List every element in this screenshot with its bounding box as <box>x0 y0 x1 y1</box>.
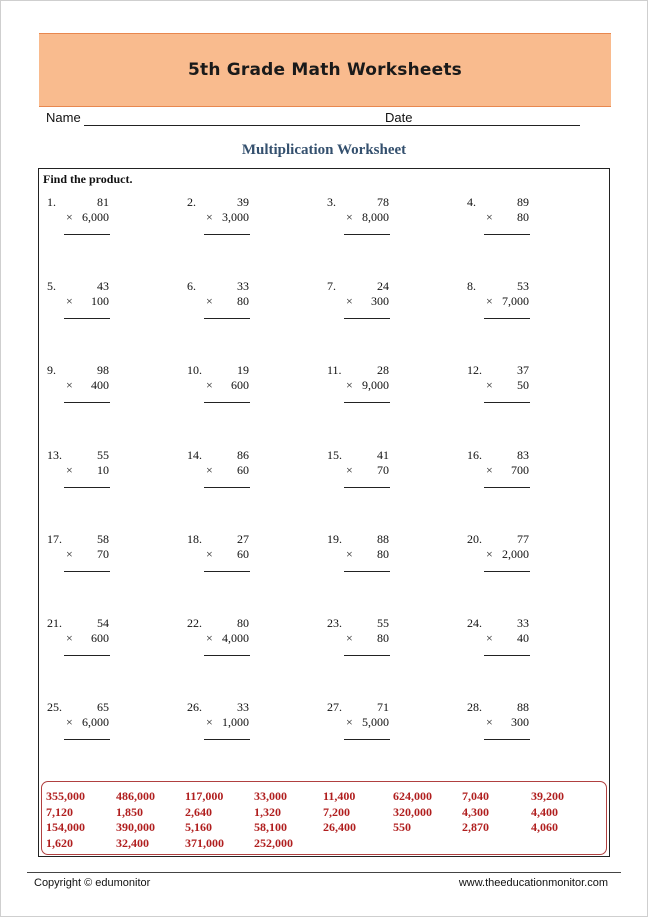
multiplicand: 55 <box>97 447 109 462</box>
answer-line <box>484 739 530 740</box>
multiplicand: 88 <box>517 700 529 715</box>
problem-3 <box>327 195 419 255</box>
multiplicand: 80 <box>237 616 249 630</box>
problem-14 <box>187 448 279 508</box>
problem-18 <box>187 532 279 592</box>
problem-number: 28. <box>467 700 482 715</box>
multiplicand: 88 <box>377 531 389 546</box>
multiply-sign: × <box>66 631 73 645</box>
multiply-sign: × <box>206 294 213 309</box>
multiplier: 60 <box>237 462 249 477</box>
answer-value: 1,850 <box>116 804 143 819</box>
problem-2 <box>187 195 279 255</box>
answer-line <box>64 487 110 488</box>
page-title: 5th Grade Math Worksheets <box>188 60 462 80</box>
answer-value: 2,640 <box>185 804 212 819</box>
multiplier: 100 <box>91 294 109 309</box>
answer-value: 1,620 <box>46 835 73 850</box>
multiplier: 80 <box>377 546 389 561</box>
answer-value: 26,400 <box>323 820 356 835</box>
answer-value: 1,320 <box>254 804 281 819</box>
problem-15 <box>327 448 419 508</box>
answer-line <box>64 234 110 235</box>
problem-number: 6. <box>187 279 196 294</box>
multiplicand: 43 <box>97 279 109 294</box>
problem-number: 24. <box>467 616 482 630</box>
answer-value: 320,000 <box>393 804 432 819</box>
answer-value: 624,000 <box>393 789 432 803</box>
answer-line <box>344 318 390 319</box>
multiply-sign: × <box>206 715 213 730</box>
multiplicand: 19 <box>237 363 249 378</box>
title-banner <box>39 33 611 107</box>
problem-number: 22. <box>187 616 202 630</box>
multiplicand: 89 <box>517 195 529 209</box>
answer-value: 4,300 <box>462 804 489 819</box>
multiply-sign: × <box>346 294 353 309</box>
problem-28 <box>467 700 559 760</box>
answer-value: 486,000 <box>116 789 155 803</box>
multiply-sign: × <box>486 378 493 393</box>
multiplicand: 27 <box>237 531 249 546</box>
answer-value: 355,000 <box>46 789 85 803</box>
name-label: Name <box>46 110 81 125</box>
answer-value: 5,160 <box>185 820 212 835</box>
answer-value: 550 <box>393 820 411 835</box>
multiplier: 4,000 <box>222 631 249 645</box>
problem-number: 3. <box>327 195 336 209</box>
problem-number: 21. <box>47 616 62 630</box>
multiplier: 600 <box>91 631 109 645</box>
answer-value: 32,400 <box>116 835 149 850</box>
multiplier: 5,000 <box>362 715 389 730</box>
problem-number: 4. <box>467 195 476 209</box>
multiplier: 80 <box>237 294 249 309</box>
answer-value: 7,040 <box>462 789 489 803</box>
multiplier: 70 <box>97 546 109 561</box>
multiplier: 6,000 <box>82 715 109 730</box>
problem-number: 10. <box>187 363 202 378</box>
problem-number: 12. <box>467 363 482 378</box>
answer-line <box>344 655 390 656</box>
multiplier: 600 <box>231 378 249 393</box>
copyright-text: Copyright © edumonitor <box>34 877 151 889</box>
multiplicand: 33 <box>517 616 529 630</box>
multiplicand: 98 <box>97 363 109 378</box>
answer-line <box>344 571 390 572</box>
footer-divider <box>27 872 621 873</box>
answer-line <box>484 402 530 403</box>
problem-6 <box>187 279 279 339</box>
worksheet-subtitle: Multiplication Worksheet <box>241 142 407 158</box>
multiplicand: 33 <box>237 700 249 715</box>
instruction-text: Find the product. <box>43 172 133 186</box>
problem-number: 9. <box>47 363 56 378</box>
answer-line <box>64 318 110 319</box>
problem-25 <box>47 700 139 760</box>
date-label: Date <box>385 110 413 125</box>
multiply-sign: × <box>346 631 353 645</box>
problem-number: 11. <box>327 363 342 378</box>
multiplier: 700 <box>511 462 529 477</box>
answer-value: 11,400 <box>323 789 356 803</box>
answer-line <box>64 739 110 740</box>
multiply-sign: × <box>206 631 213 645</box>
multiply-sign: × <box>486 631 493 645</box>
answer-line <box>204 571 250 572</box>
multiply-sign: × <box>346 546 353 561</box>
problem-20 <box>467 532 559 592</box>
multiplier: 3,000 <box>222 210 249 224</box>
multiplicand: 83 <box>517 447 529 462</box>
problem-number: 5. <box>47 279 56 294</box>
multiply-sign: × <box>66 378 73 393</box>
multiplicand: 55 <box>377 616 389 630</box>
multiplier: 40 <box>517 631 529 645</box>
multiplier: 2,000 <box>502 546 529 561</box>
problem-number: 7. <box>327 279 336 294</box>
multiplicand: 39 <box>237 195 249 209</box>
multiply-sign: × <box>206 378 213 393</box>
answer-value: 33,000 <box>254 789 287 803</box>
multiply-sign: × <box>486 715 493 730</box>
answer-line <box>204 655 250 656</box>
multiply-sign: × <box>66 294 73 309</box>
problem-26 <box>187 700 279 760</box>
problem-22 <box>187 616 279 676</box>
answer-value: 154,000 <box>46 820 85 835</box>
problem-number: 19. <box>327 531 342 546</box>
multiplicand: 78 <box>377 195 389 209</box>
answer-line <box>64 571 110 572</box>
multiplicand: 24 <box>377 279 389 294</box>
answer-line <box>484 571 530 572</box>
problem-21 <box>47 616 139 676</box>
multiply-sign: × <box>346 462 353 477</box>
multiplicand: 86 <box>237 447 249 462</box>
answer-line <box>204 318 250 319</box>
problem-9 <box>47 363 139 423</box>
multiplicand: 53 <box>517 279 529 294</box>
answer-value: 4,060 <box>531 820 558 835</box>
answer-line <box>484 487 530 488</box>
answer-line <box>204 234 250 235</box>
problem-number: 26. <box>187 700 202 715</box>
multiply-sign: × <box>66 546 73 561</box>
multiplier: 300 <box>511 715 529 730</box>
date-blank-line <box>414 125 580 126</box>
multiplicand: 54 <box>97 616 109 630</box>
answer-line <box>204 739 250 740</box>
answer-line <box>484 234 530 235</box>
problem-11 <box>327 363 419 423</box>
problem-number: 23. <box>327 616 342 630</box>
multiply-sign: × <box>206 546 213 561</box>
multiply-sign: × <box>486 462 493 477</box>
problem-16 <box>467 448 559 508</box>
problem-17 <box>47 532 139 592</box>
problem-number: 17. <box>47 531 62 546</box>
multiplier: 80 <box>517 210 529 224</box>
answer-value: 371,000 <box>185 835 224 850</box>
problem-7 <box>327 279 419 339</box>
multiplier: 7,000 <box>502 294 529 309</box>
multiplicand: 77 <box>517 531 529 546</box>
problem-number: 18. <box>187 531 202 546</box>
multiplier: 10 <box>97 462 109 477</box>
answer-line <box>484 655 530 656</box>
multiply-sign: × <box>346 210 353 224</box>
problem-number: 13. <box>47 447 62 462</box>
problem-4 <box>467 195 559 255</box>
problem-number: 16. <box>467 447 482 462</box>
answer-line <box>344 739 390 740</box>
multiplicand: 28 <box>377 363 389 378</box>
multiplicand: 33 <box>237 279 249 294</box>
problem-number: 1. <box>47 195 56 209</box>
problem-8 <box>467 279 559 339</box>
problem-number: 14. <box>187 447 202 462</box>
multiplicand: 65 <box>97 700 109 715</box>
multiplier: 60 <box>237 546 249 561</box>
problem-number: 25. <box>47 700 62 715</box>
multiply-sign: × <box>206 210 213 224</box>
problem-1 <box>47 195 139 255</box>
multiplicand: 58 <box>97 531 109 546</box>
problem-number: 27. <box>327 700 342 715</box>
answer-value: 39,200 <box>531 789 564 803</box>
answer-value: 252,000 <box>254 835 293 850</box>
answer-line <box>64 402 110 403</box>
problem-5 <box>47 279 139 339</box>
answer-value: 7,200 <box>323 804 350 819</box>
problem-10 <box>187 363 279 423</box>
multiplier: 9,000 <box>362 378 389 393</box>
answer-value: 58,100 <box>254 820 287 835</box>
multiply-sign: × <box>346 378 353 393</box>
multiply-sign: × <box>486 210 493 224</box>
name-date-row <box>46 110 586 128</box>
problem-number: 2. <box>187 195 196 209</box>
answer-value: 2,870 <box>462 820 489 835</box>
answer-line <box>484 318 530 319</box>
multiplier: 400 <box>91 378 109 393</box>
multiply-sign: × <box>206 462 213 477</box>
multiplier: 1,000 <box>222 715 249 730</box>
answer-line <box>344 402 390 403</box>
multiply-sign: × <box>486 294 493 309</box>
multiplicand: 41 <box>377 447 389 462</box>
multiplier: 8,000 <box>362 210 389 224</box>
multiplier: 6,000 <box>82 210 109 224</box>
multiplier: 300 <box>371 294 389 309</box>
problem-number: 20. <box>467 531 482 546</box>
problem-23 <box>327 616 419 676</box>
multiply-sign: × <box>66 715 73 730</box>
answer-value: 117,000 <box>185 789 224 803</box>
answer-value: 7,120 <box>46 804 73 819</box>
answer-line <box>344 487 390 488</box>
multiplicand: 71 <box>377 700 389 715</box>
problem-number: 15. <box>327 447 342 462</box>
answer-line <box>204 487 250 488</box>
problem-24 <box>467 616 559 676</box>
multiplicand: 37 <box>517 363 529 378</box>
multiplier: 80 <box>377 631 389 645</box>
multiply-sign: × <box>486 546 493 561</box>
name-blank-line <box>84 125 431 126</box>
problem-13 <box>47 448 139 508</box>
multiply-sign: × <box>66 210 73 224</box>
answer-line <box>64 655 110 656</box>
multiplicand: 81 <box>97 195 109 209</box>
problem-27 <box>327 700 419 760</box>
answer-value: 4,400 <box>531 804 558 819</box>
problem-12 <box>467 363 559 423</box>
multiply-sign: × <box>66 462 73 477</box>
website-link[interactable]: www.theeducationmonitor.com <box>458 877 608 889</box>
answer-line <box>204 402 250 403</box>
multiplier: 50 <box>517 378 529 393</box>
problem-number: 8. <box>467 279 476 294</box>
answer-value: 390,000 <box>116 820 155 835</box>
answer-line <box>344 234 390 235</box>
problem-19 <box>327 532 419 592</box>
multiplier: 70 <box>377 462 389 477</box>
multiply-sign: × <box>346 715 353 730</box>
